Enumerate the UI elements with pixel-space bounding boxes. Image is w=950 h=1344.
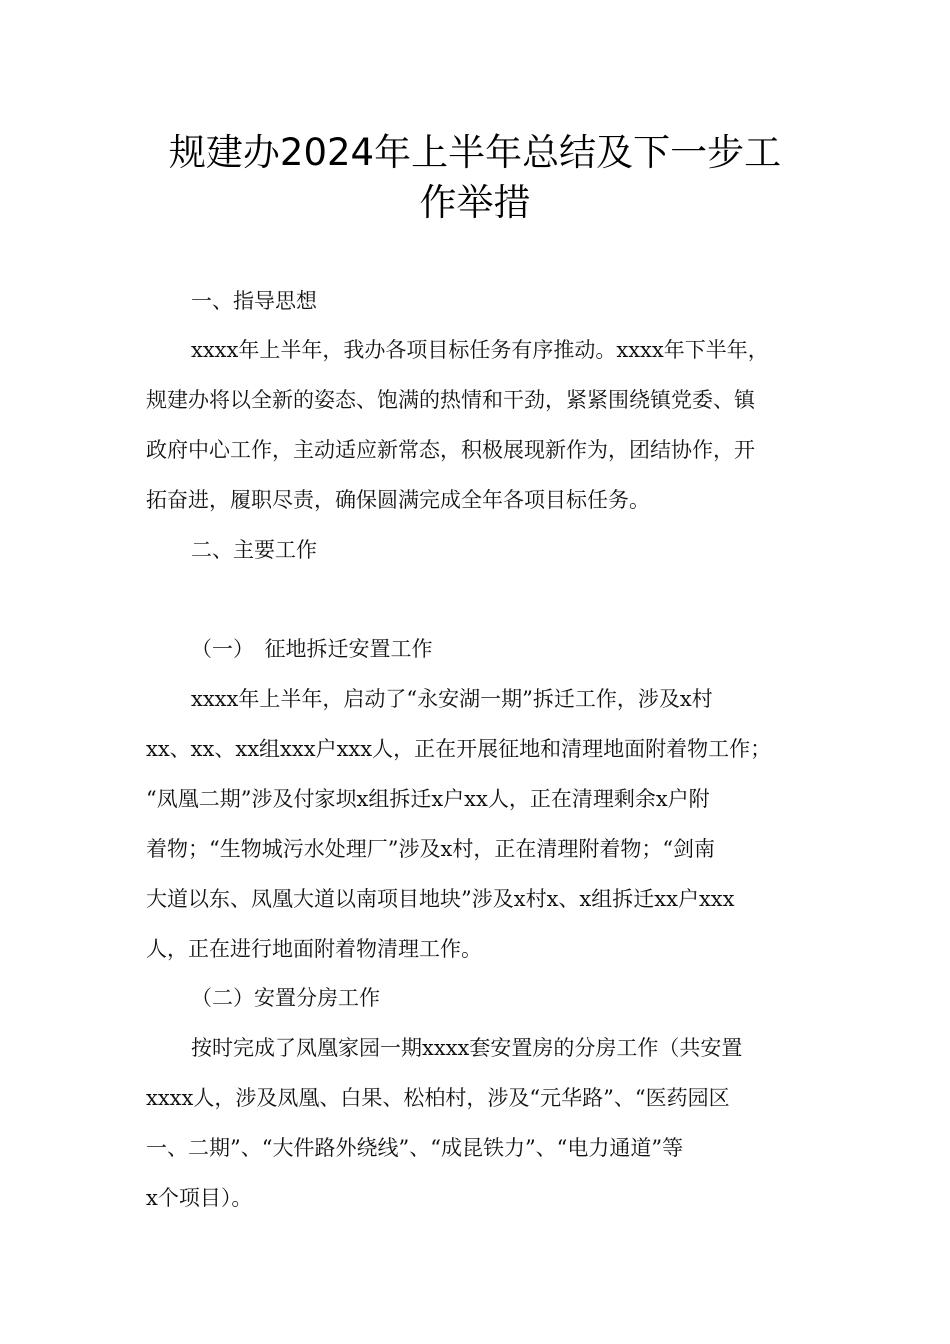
section-heading-guiding-ideology: 一、指导思想 <box>191 289 317 313</box>
paragraph-housing-allocation <box>146 1023 810 1223</box>
paragraph-line: 着物；“生物城污水处理厂”涉及x村，正在清理附着物；“剑南 <box>146 837 716 861</box>
paragraph-line: 政府中心工作，主动适应新常态，积极展现新作为，团结协作，开 <box>146 438 755 462</box>
subsection-heading-land-acquisition: （一） 征地拆迁安置工作 <box>191 637 433 661</box>
paragraph-line: xx、xx、xx组xxx户xxx人，正在开展征地和清理地面附着物工作； <box>146 737 772 761</box>
paragraph-land-acquisition <box>146 674 810 974</box>
title-line-1: 规建办2024年上半年总结及下一步工 <box>168 131 782 174</box>
subsection-heading-housing-allocation: （二）安置分房工作 <box>191 986 380 1010</box>
section-heading-main-work: 二、主要工作 <box>191 538 317 562</box>
paragraph-line: 大道以东、凤凰大道以南项目地块”涉及x村x、x组拆迁xx户xxx <box>146 887 735 911</box>
paragraph-line: 人，正在进行地面附着物清理工作。 <box>146 937 482 961</box>
paragraph-line: xxxx年上半年，启动了“永安湖一期”拆迁工作，涉及x村 <box>191 687 713 711</box>
paragraph-line: 规建办将以全新的姿态、饱满的热情和干劲，紧紧围绕镇党委、镇 <box>146 388 755 412</box>
paragraph-line: 拓奋进，履职尽责，确保圆满完成全年各项目标任务。 <box>146 488 650 512</box>
paragraph-line: “凤凰二期”涉及付家坝x组拆迁x户xx人，正在清理剩余x户附 <box>146 787 710 811</box>
paragraph-line: xxxx年上半年，我办各项目标任务有序推动。xxxx年下半年， <box>191 338 769 362</box>
paragraph-line: xxxx人，涉及凤凰、白果、松柏村，涉及“元华路”、“医药园区 <box>146 1086 730 1110</box>
paragraph-line: 一、二期”、“大件路外绕线”、“成昆铁力”、“电力通道”等 <box>146 1136 684 1160</box>
paragraph-line: x个项目）。 <box>146 1186 253 1210</box>
document-title <box>100 128 850 228</box>
title-line-2: 作举措 <box>419 181 531 224</box>
paragraph-line: 按时完成了凤凰家园一期xxxx套安置房的分房工作（共安置 <box>191 1036 743 1060</box>
paragraph-guiding-ideology <box>146 325 810 525</box>
